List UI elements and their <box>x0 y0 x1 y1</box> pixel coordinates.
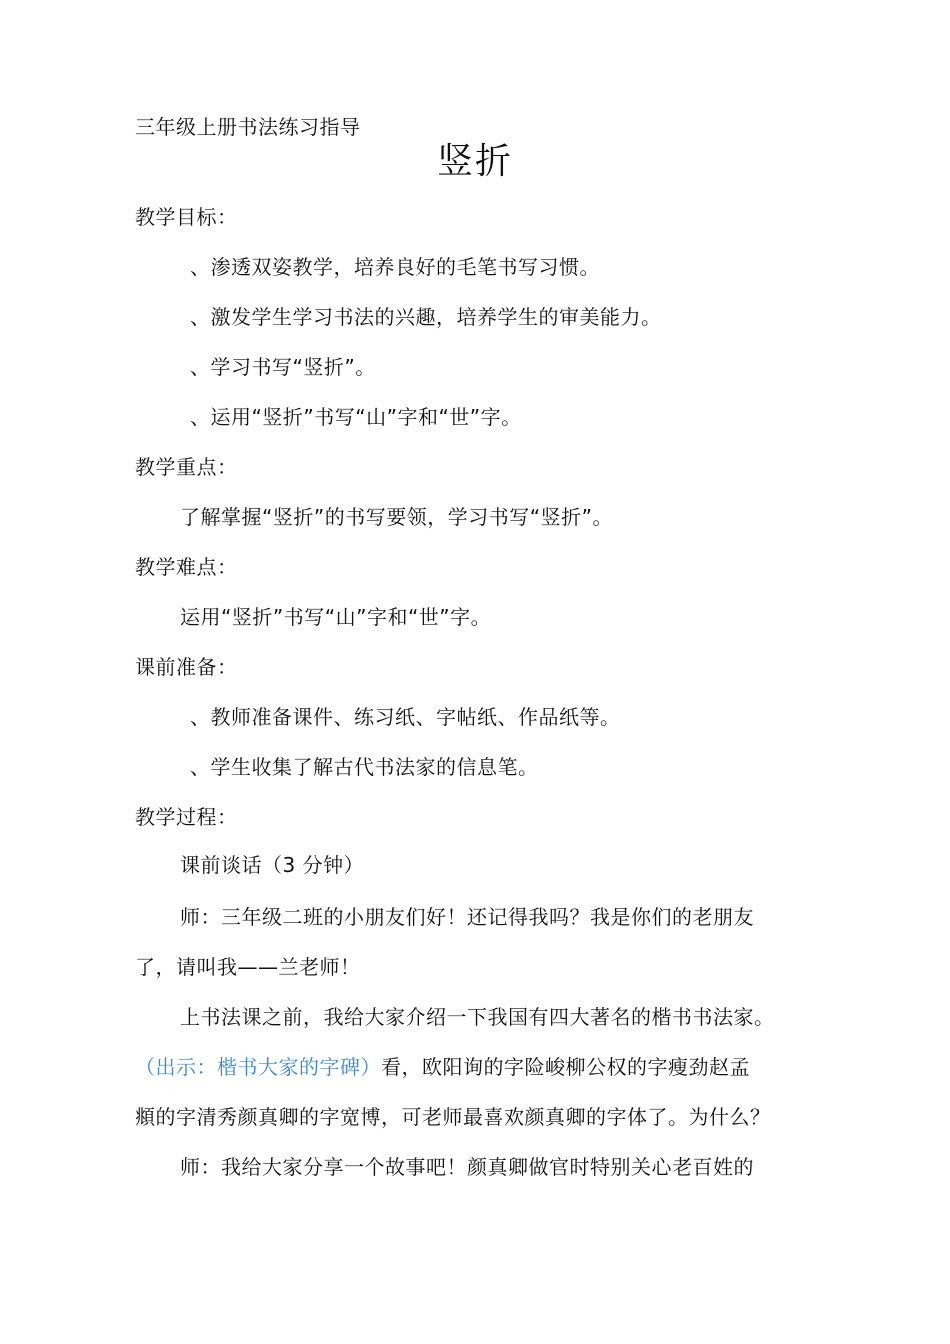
process-heading: 教学过程： <box>135 805 238 829</box>
objective-item: 、激发学生学习书法的兴趣，培养学生的审美能力。 <box>190 305 662 329</box>
objectives-heading: 教学目标： <box>135 205 238 229</box>
paragraph-line: 了，请叫我——兰老师！ <box>135 955 361 979</box>
key-point-heading: 教学重点： <box>135 455 238 479</box>
preparation-item: 、教师准备课件、练习纸、字帖纸、作品纸等。 <box>190 705 621 729</box>
paragraph-line: 师：三年级二班的小朋友们好！还记得我吗？我是你们的老朋友 <box>180 905 754 929</box>
difficulty-heading: 教学难点： <box>135 555 238 579</box>
preparation-item: 、学生收集了解古代书法家的信息笔。 <box>190 755 539 779</box>
paragraph-line <box>135 1054 750 1080</box>
objective-item: 、运用“竖折”书写“山”字和“世”字。 <box>190 405 522 429</box>
key-point-text: 了解掌握“竖折”的书写要领，学习书写“竖折”。 <box>180 505 613 529</box>
objective-item: 、学习书写“竖折”。 <box>190 355 376 379</box>
difficulty-text: 运用“竖折”书写“山”字和“世”字。 <box>180 605 492 629</box>
paragraph-line: 頫的字清秀颜真卿的字宽博，可老师最喜欢颜真卿的字体了。为什么？ <box>135 1105 771 1129</box>
paragraph-line: 上书法课之前，我给大家介绍一下我国有四大著名的楷书书法家。 <box>180 1005 775 1029</box>
page-title: 竖折 <box>436 141 513 182</box>
header-text: 三年级上册书法练习指导 <box>135 115 361 139</box>
paragraph-text: 看，欧阳询的字险峻柳公权的字瘦劲赵孟 <box>381 1055 750 1079</box>
process-subheading: 课前谈话（3 分钟） <box>180 853 365 877</box>
objective-item: 、渗透双姿教学，培养良好的毛笔书写习惯。 <box>190 255 600 279</box>
preparation-heading: 课前准备： <box>135 655 238 679</box>
paragraph-line: 师：我给大家分享一个故事吧！颜真卿做官时特别关心老百姓的 <box>180 1155 754 1179</box>
exhibit-note: （出示：楷书大家的字碑） <box>135 1055 381 1079</box>
